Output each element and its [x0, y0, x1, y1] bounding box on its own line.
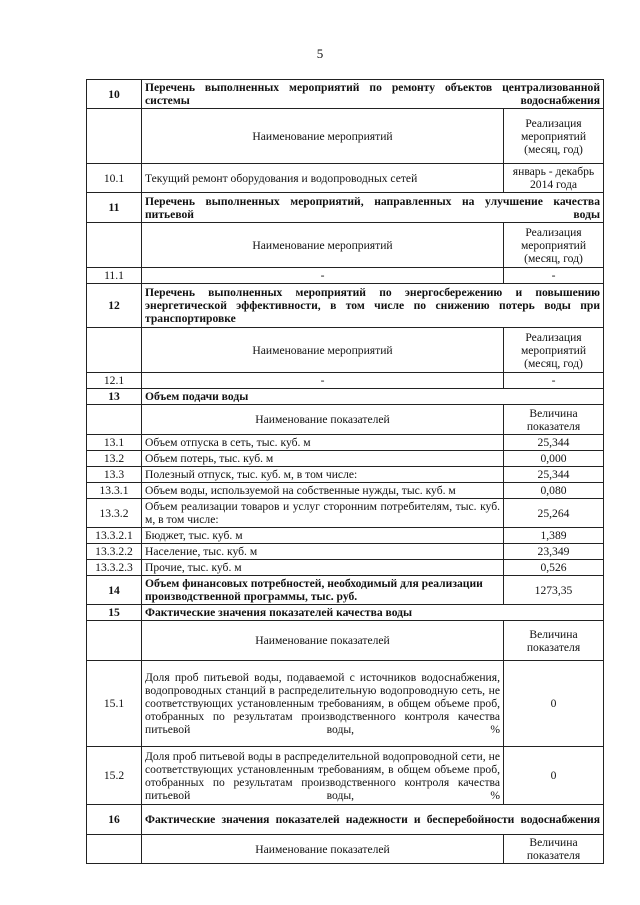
row-number: 13.3.2.2 — [87, 544, 142, 560]
row-value: - — [504, 268, 604, 284]
table-row — [87, 467, 604, 483]
section-title: Перечень выполненных мероприятий по энергосбережению и повышению энергетической эффективности, в том числе по снижению потерь воды при транспортировке — [142, 284, 604, 328]
empty-cell — [87, 328, 142, 373]
table-row — [87, 373, 604, 389]
table-row — [87, 528, 604, 544]
empty-cell — [87, 621, 142, 661]
row-label: Объем отпуска в сеть, тыс. куб. м — [142, 435, 504, 451]
production-program-table — [86, 79, 604, 864]
column-header-name: Наименование показателей — [142, 835, 504, 864]
row-value: 23,349 — [504, 544, 604, 560]
row-number: 14 — [87, 576, 142, 605]
row-value: 0 — [504, 747, 604, 805]
empty-cell — [87, 223, 142, 268]
row-value: 0,000 — [504, 451, 604, 467]
row-label: Прочие, тыс. куб. м — [142, 560, 504, 576]
column-header-value: Величина показателя — [504, 835, 604, 864]
row-label: Объем потерь, тыс. куб. м — [142, 451, 504, 467]
row-number: 15.2 — [87, 747, 142, 805]
column-header-name: Наименование показателей — [142, 621, 504, 661]
empty-cell — [87, 405, 142, 435]
row-number: 13.3 — [87, 467, 142, 483]
empty-cell — [87, 109, 142, 164]
table-row — [87, 451, 604, 467]
column-header-value: Реализация мероприятий (месяц, год) — [504, 223, 604, 268]
table-row — [87, 661, 604, 747]
row-label: - — [142, 268, 504, 284]
row-number: 15.1 — [87, 661, 142, 747]
table-row — [87, 405, 604, 435]
row-number: 10.1 — [87, 164, 142, 193]
row-number: 12.1 — [87, 373, 142, 389]
column-header-value: Реализация мероприятий (месяц, год) — [504, 328, 604, 373]
row-label: Объем реализации товаров и услуг сторонним потребителям, тыс. куб. м, в том числе: — [142, 499, 504, 528]
column-header-value: Величина показателя — [504, 405, 604, 435]
row-value: 0,080 — [504, 483, 604, 499]
row-value: - — [504, 373, 604, 389]
row-number: 13.1 — [87, 435, 142, 451]
column-header-name: Наименование показателей — [142, 405, 504, 435]
row-value: 0 — [504, 661, 604, 747]
table-row — [87, 80, 604, 109]
row-label: Объем финансовых потребностей, необходимый для реализации производственной программы, тыс. руб. — [142, 576, 504, 605]
row-number: 12 — [87, 284, 142, 328]
table-row — [87, 483, 604, 499]
table-row — [87, 268, 604, 284]
section-title: Фактические значения показателей качества воды — [142, 605, 604, 621]
column-header-name: Наименование мероприятий — [142, 223, 504, 268]
row-value: 25,264 — [504, 499, 604, 528]
section-title: Объем подачи воды — [142, 389, 604, 405]
table-row — [87, 284, 604, 328]
row-number: 15 — [87, 605, 142, 621]
table-row — [87, 805, 604, 835]
table-row — [87, 109, 604, 164]
row-number: 13.3.2 — [87, 499, 142, 528]
table-row — [87, 605, 604, 621]
row-number: 13 — [87, 389, 142, 405]
empty-cell — [87, 835, 142, 864]
row-number: 13.3.1 — [87, 483, 142, 499]
row-label: Объем воды, используемой на собственные нужды, тыс. куб. м — [142, 483, 504, 499]
table-row — [87, 193, 604, 223]
row-label: Полезный отпуск, тыс. куб. м, в том числе: — [142, 467, 504, 483]
table-row — [87, 544, 604, 560]
page-number: 5 — [316, 46, 324, 61]
table-row — [87, 164, 604, 193]
row-number: 13.3.2.1 — [87, 528, 142, 544]
table-row — [87, 328, 604, 373]
row-number: 10 — [87, 80, 142, 109]
row-label: - — [142, 373, 504, 389]
table-row — [87, 435, 604, 451]
row-value: 25,344 — [504, 467, 604, 483]
table-row — [87, 560, 604, 576]
section-title: Перечень выполненных мероприятий, направленных на улучшение качества питьевой воды — [142, 193, 604, 223]
column-header-name: Наименование мероприятий — [142, 328, 504, 373]
row-label: Доля проб питьевой воды, подаваемой с источников водоснабжения, водопроводных станций в распределительную водопроводную сеть, не соответствующих установленным требованиям, в общем объеме проб, отобранных по результатам производственного контроля качества питьевой воды, % — [142, 661, 504, 747]
column-header-value: Реализация мероприятий (месяц, год) — [504, 109, 604, 164]
row-number: 11 — [87, 193, 142, 223]
section-title: Фактические значения показателей надежности и бесперебойности водоснабжения — [142, 805, 604, 835]
table-row — [87, 747, 604, 805]
section-title: Перечень выполненных мероприятий по ремонту объектов централизованной системы водоснабжения — [142, 80, 604, 109]
table-row — [87, 499, 604, 528]
table-row — [87, 223, 604, 268]
table-row — [87, 621, 604, 661]
row-value: 25,344 — [504, 435, 604, 451]
row-value: 0,526 — [504, 560, 604, 576]
row-number: 16 — [87, 805, 142, 835]
row-number: 11.1 — [87, 268, 142, 284]
row-value: январь - декабрь 2014 года — [504, 164, 604, 193]
row-label: Бюджет, тыс. куб. м — [142, 528, 504, 544]
table-row — [87, 835, 604, 864]
row-label: Доля проб питьевой воды в распределительной водопроводной сети, не соответствующих установленным требованиям, в общем объеме проб, отобранных по результатам производственного контроля качества питьевой воды, % — [142, 747, 504, 805]
row-value: 1273,35 — [504, 576, 604, 605]
row-number: 13.2 — [87, 451, 142, 467]
table-row — [87, 576, 604, 605]
column-header-value: Величина показателя — [504, 621, 604, 661]
row-label: Текущий ремонт оборудования и водопроводных сетей — [142, 164, 504, 193]
row-number: 13.3.2.3 — [87, 560, 142, 576]
table-row — [87, 389, 604, 405]
row-value: 1,389 — [504, 528, 604, 544]
row-label: Население, тыс. куб. м — [142, 544, 504, 560]
column-header-name: Наименование мероприятий — [142, 109, 504, 164]
